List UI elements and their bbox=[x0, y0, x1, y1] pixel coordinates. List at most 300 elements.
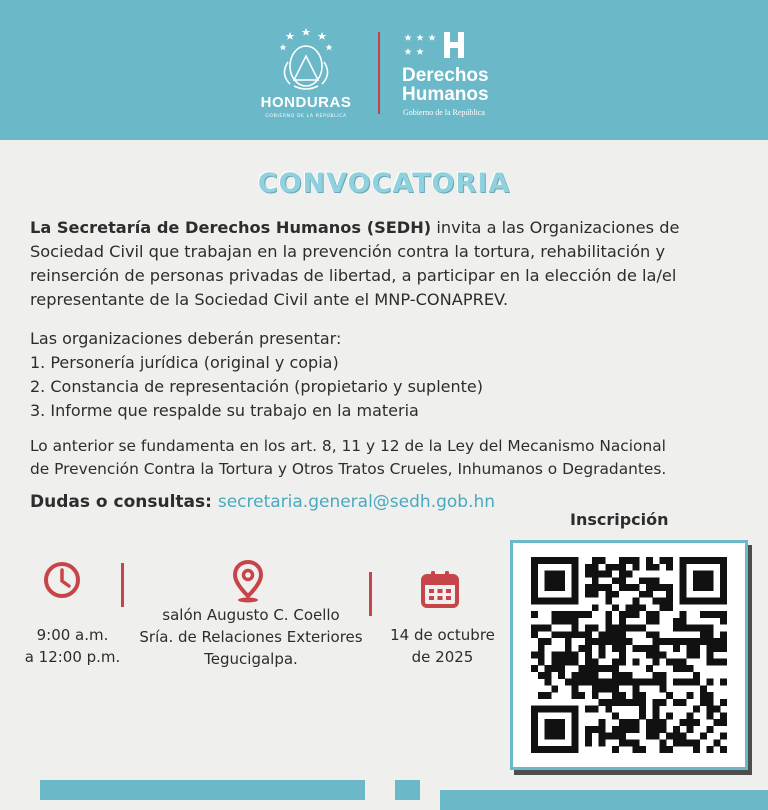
qr-module bbox=[551, 631, 558, 638]
qr-module bbox=[626, 604, 633, 611]
qr-module bbox=[565, 638, 572, 645]
qr-module bbox=[720, 658, 727, 665]
qr-module bbox=[619, 631, 626, 638]
qr-module bbox=[599, 733, 606, 740]
qr-module bbox=[666, 557, 673, 564]
qr-module bbox=[693, 672, 700, 679]
qr-module bbox=[680, 679, 687, 686]
registration-qr-code[interactable] bbox=[510, 540, 748, 770]
qr-module bbox=[551, 746, 558, 753]
qr-module bbox=[673, 699, 680, 706]
qr-module bbox=[639, 645, 646, 652]
legal-line2: de Prevención Contra la Tortura y Otros Tratos Crueles, Inhumanos o Degradantes. bbox=[30, 460, 667, 478]
qr-module bbox=[605, 564, 612, 571]
qr-module bbox=[632, 658, 639, 665]
qr-module bbox=[693, 638, 700, 645]
qr-module bbox=[666, 692, 673, 699]
qr-module bbox=[700, 625, 707, 632]
qr-module bbox=[558, 746, 565, 753]
qr-module bbox=[605, 625, 612, 632]
qr-module bbox=[707, 679, 714, 686]
qr-module bbox=[666, 733, 673, 740]
qr-module bbox=[572, 706, 579, 713]
qr-module bbox=[592, 685, 599, 692]
qr-module bbox=[707, 571, 714, 578]
qr-module bbox=[619, 733, 626, 740]
qr-module bbox=[545, 726, 552, 733]
qr-module bbox=[707, 746, 714, 753]
qr-module bbox=[531, 611, 538, 618]
qr-module bbox=[720, 564, 727, 571]
qr-module bbox=[639, 699, 646, 706]
qr-module bbox=[558, 611, 565, 618]
qr-module bbox=[558, 726, 565, 733]
qr-module bbox=[572, 598, 579, 605]
qr-module bbox=[551, 658, 558, 665]
qr-module bbox=[612, 726, 619, 733]
qr-module bbox=[653, 733, 660, 740]
qr-module bbox=[639, 679, 646, 686]
qr-module bbox=[720, 618, 727, 625]
qr-module bbox=[599, 584, 606, 591]
qr-module bbox=[646, 652, 653, 659]
qr-module bbox=[578, 631, 585, 638]
qr-module bbox=[599, 679, 606, 686]
intro-paragraph bbox=[30, 216, 745, 312]
qr-module bbox=[531, 557, 538, 564]
qr-module bbox=[531, 719, 538, 726]
qr-module bbox=[545, 692, 552, 699]
qr-module bbox=[545, 733, 552, 740]
qr-module bbox=[700, 571, 707, 578]
qr-module bbox=[707, 645, 714, 652]
qr-module bbox=[538, 658, 545, 665]
qr-module bbox=[720, 611, 727, 618]
qr-module bbox=[558, 672, 565, 679]
qr-module bbox=[619, 564, 626, 571]
qr-module bbox=[585, 706, 592, 713]
qr-module bbox=[653, 652, 660, 659]
qr-module bbox=[632, 564, 639, 571]
qr-module bbox=[572, 652, 579, 659]
intro-text: invita a las Organizaciones de Sociedad Civil que trabajan en la prevención contra la tortura, rehabilitación y reinserción de personas privadas de libertad, a participar en la elección de la/el representante de la Sociedad Civil ante el MNP-CONAPREV. bbox=[30, 218, 680, 309]
qr-module bbox=[612, 733, 619, 740]
legal-basis bbox=[30, 435, 745, 481]
qr-module bbox=[686, 625, 693, 632]
qr-module bbox=[558, 665, 565, 672]
qr-module bbox=[605, 665, 612, 672]
qr-module bbox=[585, 571, 592, 578]
qr-module bbox=[659, 726, 666, 733]
qr-module bbox=[626, 739, 633, 746]
qr-code-icon bbox=[531, 557, 727, 753]
qr-module bbox=[707, 577, 714, 584]
qr-module bbox=[653, 658, 660, 665]
qr-module bbox=[545, 672, 552, 679]
qr-module bbox=[713, 611, 720, 618]
qr-module bbox=[639, 746, 646, 753]
qr-module bbox=[639, 604, 646, 611]
qr-module bbox=[707, 557, 714, 564]
qr-module bbox=[592, 557, 599, 564]
qr-module bbox=[585, 658, 592, 665]
qr-module bbox=[585, 733, 592, 740]
qr-module bbox=[585, 611, 592, 618]
page-title: CONVOCATORIA bbox=[257, 168, 511, 199]
qr-module bbox=[639, 625, 646, 632]
qr-module bbox=[659, 746, 666, 753]
qr-module bbox=[538, 645, 545, 652]
qr-module bbox=[599, 699, 606, 706]
qr-module bbox=[632, 557, 639, 564]
qr-module bbox=[619, 611, 626, 618]
qr-module bbox=[612, 631, 619, 638]
qr-module bbox=[565, 658, 572, 665]
qr-module bbox=[700, 685, 707, 692]
qr-module bbox=[707, 692, 714, 699]
qr-module bbox=[700, 638, 707, 645]
qr-module bbox=[707, 706, 714, 713]
qr-module bbox=[700, 598, 707, 605]
qr-module bbox=[680, 591, 687, 598]
qr-module bbox=[700, 631, 707, 638]
qr-module bbox=[646, 733, 653, 740]
qr-module bbox=[646, 564, 653, 571]
qr-module bbox=[686, 557, 693, 564]
contact-email-link[interactable]: secretaria.general@sedh.gob.hn bbox=[217, 492, 496, 512]
qr-module bbox=[686, 638, 693, 645]
qr-module bbox=[646, 618, 653, 625]
qr-module bbox=[720, 712, 727, 719]
qr-module bbox=[632, 726, 639, 733]
qr-module bbox=[653, 584, 660, 591]
qr-module bbox=[572, 733, 579, 740]
qr-module bbox=[693, 679, 700, 686]
qr-module bbox=[673, 645, 680, 652]
qr-module bbox=[619, 719, 626, 726]
qr-module bbox=[632, 746, 639, 753]
qr-module bbox=[619, 672, 626, 679]
qr-module bbox=[680, 625, 687, 632]
qr-module bbox=[693, 706, 700, 713]
qr-module bbox=[653, 726, 660, 733]
event-time bbox=[10, 624, 135, 668]
qr-module bbox=[700, 733, 707, 740]
qr-module bbox=[659, 679, 666, 686]
qr-module bbox=[612, 645, 619, 652]
qr-module bbox=[531, 706, 538, 713]
qr-module bbox=[632, 604, 639, 611]
qr-module bbox=[551, 557, 558, 564]
qr-module bbox=[693, 645, 700, 652]
qr-module bbox=[572, 591, 579, 598]
qr-module bbox=[639, 591, 646, 598]
qr-module bbox=[612, 746, 619, 753]
qr-module bbox=[720, 591, 727, 598]
time-line2: a 12:00 p.m. bbox=[24, 648, 121, 666]
qr-module bbox=[531, 577, 538, 584]
qr-module bbox=[673, 739, 680, 746]
qr-module bbox=[585, 726, 592, 733]
qr-module bbox=[592, 571, 599, 578]
qr-module bbox=[572, 685, 579, 692]
qr-module bbox=[572, 564, 579, 571]
qr-module bbox=[619, 699, 626, 706]
clock-icon bbox=[42, 560, 82, 600]
qr-module bbox=[693, 746, 700, 753]
qr-module bbox=[592, 726, 599, 733]
qr-module bbox=[551, 719, 558, 726]
qr-module bbox=[653, 564, 660, 571]
qr-module bbox=[572, 611, 579, 618]
qr-module bbox=[578, 645, 585, 652]
qr-module bbox=[693, 652, 700, 659]
qr-module bbox=[666, 591, 673, 598]
qr-module bbox=[538, 746, 545, 753]
qr-module bbox=[680, 699, 687, 706]
qr-module bbox=[592, 665, 599, 672]
qr-module bbox=[619, 739, 626, 746]
qr-module bbox=[626, 571, 633, 578]
qr-module bbox=[619, 652, 626, 659]
qr-module bbox=[538, 672, 545, 679]
qr-module bbox=[612, 685, 619, 692]
bottom-bar-segment bbox=[440, 790, 768, 810]
qr-module bbox=[585, 591, 592, 598]
qr-module bbox=[713, 638, 720, 645]
qr-module bbox=[686, 598, 693, 605]
qr-module bbox=[585, 672, 592, 679]
qr-module bbox=[680, 577, 687, 584]
qr-module bbox=[572, 625, 579, 632]
qr-module bbox=[646, 591, 653, 598]
qr-module bbox=[592, 604, 599, 611]
qr-module bbox=[680, 665, 687, 672]
qr-module bbox=[585, 665, 592, 672]
qr-module bbox=[572, 618, 579, 625]
qr-module bbox=[619, 571, 626, 578]
list-item: 3. Informe que respalde su trabajo en la materia bbox=[30, 401, 419, 420]
qr-module bbox=[619, 577, 626, 584]
qr-module bbox=[599, 739, 606, 746]
qr-module bbox=[700, 699, 707, 706]
qr-module bbox=[673, 726, 680, 733]
qr-module bbox=[558, 631, 565, 638]
qr-module bbox=[680, 638, 687, 645]
qr-module bbox=[599, 571, 606, 578]
qr-module bbox=[599, 719, 606, 726]
qr-module bbox=[572, 577, 579, 584]
qr-module bbox=[653, 672, 660, 679]
derechos-humanos-name bbox=[402, 66, 532, 104]
qr-module bbox=[680, 598, 687, 605]
qr-module bbox=[632, 584, 639, 591]
logo-divider bbox=[378, 32, 380, 114]
qr-module bbox=[599, 726, 606, 733]
qr-module bbox=[599, 638, 606, 645]
qr-module bbox=[693, 625, 700, 632]
list-item: 1. Personería jurídica (original y copia) bbox=[30, 353, 339, 372]
qr-module bbox=[619, 692, 626, 699]
qr-module bbox=[545, 665, 552, 672]
qr-module bbox=[592, 706, 599, 713]
qr-module bbox=[572, 571, 579, 578]
qr-module bbox=[659, 699, 666, 706]
qr-module bbox=[612, 679, 619, 686]
qr-module bbox=[545, 679, 552, 686]
qr-module bbox=[605, 611, 612, 618]
qr-module bbox=[578, 679, 585, 686]
qr-module bbox=[720, 645, 727, 652]
qr-module bbox=[585, 645, 592, 652]
qr-module bbox=[680, 719, 687, 726]
qr-module bbox=[551, 726, 558, 733]
qr-module bbox=[558, 652, 565, 659]
qr-module bbox=[592, 564, 599, 571]
qr-module bbox=[572, 726, 579, 733]
qr-module bbox=[653, 631, 660, 638]
qr-module bbox=[572, 584, 579, 591]
qr-module bbox=[707, 726, 714, 733]
qr-module bbox=[666, 638, 673, 645]
qr-module bbox=[619, 679, 626, 686]
qr-module bbox=[720, 557, 727, 564]
qr-module bbox=[686, 665, 693, 672]
qr-module bbox=[639, 692, 646, 699]
qr-module bbox=[551, 598, 558, 605]
qr-module bbox=[626, 638, 633, 645]
requirements-list bbox=[30, 327, 745, 423]
qr-module bbox=[653, 611, 660, 618]
qr-module bbox=[612, 604, 619, 611]
qr-module bbox=[551, 571, 558, 578]
qr-module bbox=[707, 631, 714, 638]
bottom-bar-segment bbox=[395, 780, 420, 800]
qr-module bbox=[686, 652, 693, 659]
qr-module bbox=[680, 611, 687, 618]
qr-module bbox=[538, 706, 545, 713]
qr-module bbox=[646, 577, 653, 584]
qr-module bbox=[612, 699, 619, 706]
qr-module bbox=[626, 699, 633, 706]
qr-module bbox=[713, 557, 720, 564]
qr-module bbox=[572, 746, 579, 753]
qr-module bbox=[545, 719, 552, 726]
qr-module bbox=[605, 699, 612, 706]
qr-module bbox=[545, 625, 552, 632]
qr-module bbox=[572, 631, 579, 638]
qr-module bbox=[592, 692, 599, 699]
qr-module bbox=[626, 672, 633, 679]
legal-line1: Lo anterior se fundamenta en los art. 8, 11 y 12 de la Ley del Mecanismo Nacional bbox=[30, 437, 666, 455]
qr-module bbox=[538, 625, 545, 632]
qr-module bbox=[558, 571, 565, 578]
qr-module bbox=[578, 672, 585, 679]
qr-module bbox=[545, 584, 552, 591]
qr-module bbox=[666, 604, 673, 611]
location-line3: Tegucigalpa. bbox=[204, 650, 298, 668]
honduras-title: HONDURAS bbox=[260, 94, 352, 111]
qr-module bbox=[653, 618, 660, 625]
qr-module bbox=[632, 739, 639, 746]
logos bbox=[250, 22, 530, 126]
bottom-bar-segment bbox=[40, 780, 365, 800]
qr-module bbox=[558, 584, 565, 591]
qr-module bbox=[572, 739, 579, 746]
qr-module bbox=[720, 719, 727, 726]
qr-module bbox=[538, 638, 545, 645]
qr-module bbox=[653, 706, 660, 713]
qr-module bbox=[592, 591, 599, 598]
qr-module bbox=[585, 564, 592, 571]
qr-module bbox=[612, 658, 619, 665]
qr-module bbox=[572, 672, 579, 679]
qr-module bbox=[585, 631, 592, 638]
qr-module bbox=[551, 665, 558, 672]
qr-module bbox=[673, 658, 680, 665]
qr-module bbox=[686, 712, 693, 719]
qr-module bbox=[659, 719, 666, 726]
qr-module bbox=[531, 598, 538, 605]
qr-module bbox=[680, 557, 687, 564]
qr-module bbox=[612, 625, 619, 632]
qr-module bbox=[599, 557, 606, 564]
location-line2: Sría. de Relaciones Exteriores bbox=[139, 628, 363, 646]
qr-module bbox=[531, 571, 538, 578]
calendar-icon bbox=[420, 570, 460, 608]
qr-module bbox=[531, 712, 538, 719]
qr-module bbox=[605, 733, 612, 740]
qr-module bbox=[666, 564, 673, 571]
qr-module bbox=[659, 652, 666, 659]
qr-module bbox=[720, 631, 727, 638]
qr-module bbox=[659, 598, 666, 605]
qr-module bbox=[531, 665, 538, 672]
qr-module bbox=[572, 658, 579, 665]
qr-module bbox=[599, 631, 606, 638]
qr-module bbox=[565, 746, 572, 753]
qr-module bbox=[707, 652, 714, 659]
location-line1: salón Augusto C. Coello bbox=[162, 606, 340, 624]
qr-module bbox=[605, 591, 612, 598]
qr-module bbox=[659, 604, 666, 611]
qr-module bbox=[680, 618, 687, 625]
intro-bold: La Secretaría de Derechos Humanos (SEDH) bbox=[30, 218, 432, 237]
qr-module bbox=[605, 598, 612, 605]
qr-module bbox=[565, 652, 572, 659]
qr-module bbox=[707, 712, 714, 719]
qr-module bbox=[680, 739, 687, 746]
qr-module bbox=[646, 726, 653, 733]
qr-module bbox=[720, 733, 727, 740]
qr-module bbox=[626, 719, 633, 726]
qr-module bbox=[707, 658, 714, 665]
qr-module bbox=[612, 665, 619, 672]
qr-module bbox=[639, 577, 646, 584]
qr-module bbox=[551, 584, 558, 591]
qr-module bbox=[572, 679, 579, 686]
qr-module bbox=[531, 739, 538, 746]
qr-module bbox=[646, 631, 653, 638]
qr-module bbox=[619, 658, 626, 665]
qr-module bbox=[605, 584, 612, 591]
qr-module bbox=[612, 564, 619, 571]
qr-module bbox=[551, 685, 558, 692]
qr-module bbox=[632, 699, 639, 706]
qr-module bbox=[693, 739, 700, 746]
qr-module bbox=[646, 645, 653, 652]
qr-module bbox=[545, 571, 552, 578]
